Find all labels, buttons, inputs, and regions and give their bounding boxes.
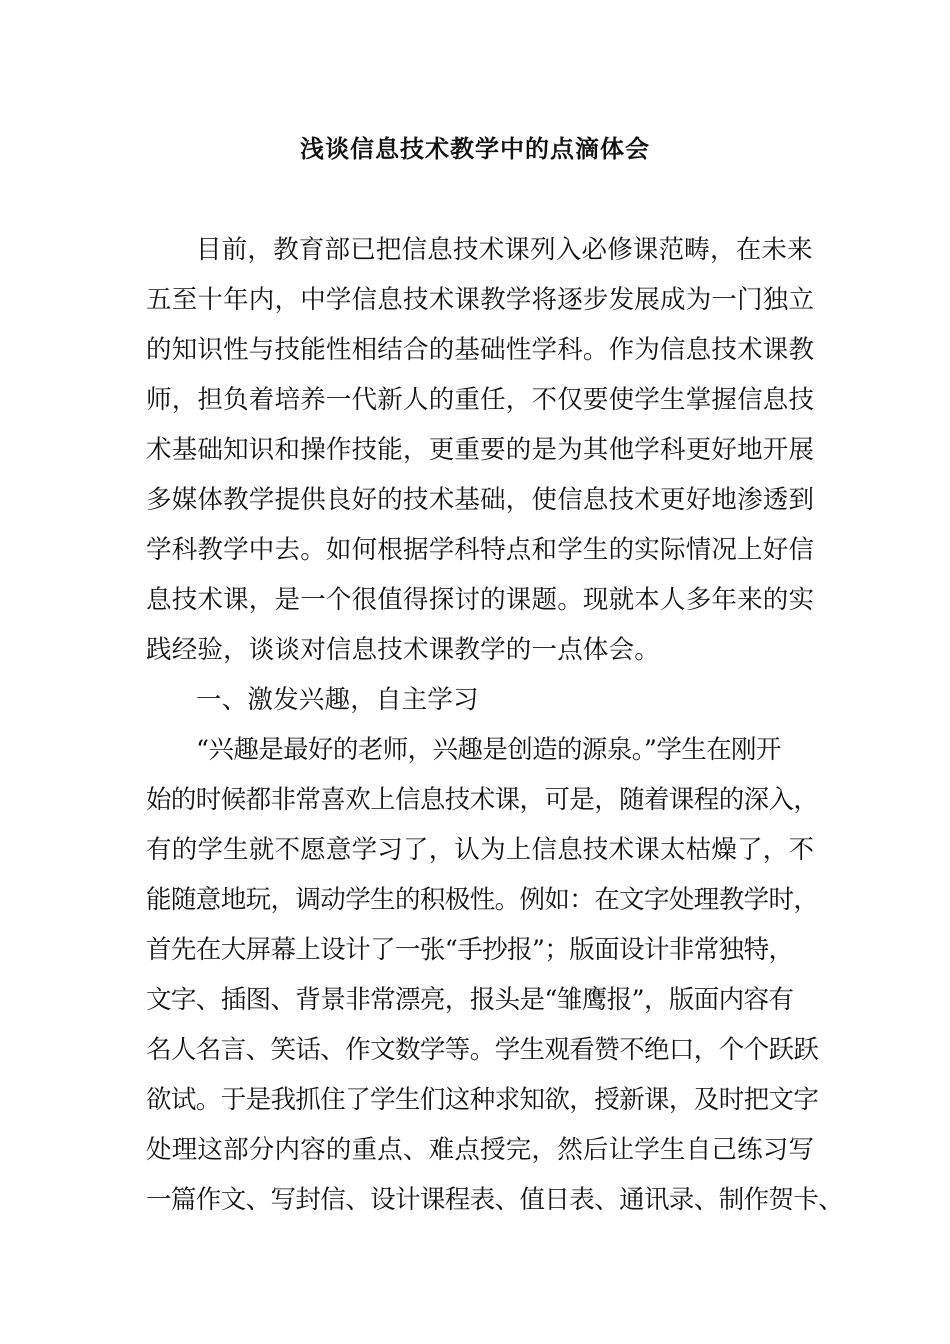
paragraph-line: 五至十年内，中学信息技术课教学将逐步发展成为一门独立: [146, 285, 815, 315]
paragraph-line: 学科教学中去。如何根据学科特点和学生的实际情况上好信: [146, 535, 815, 565]
paragraph-line: 名人名言、笑话、作文数学等。学生观看赞不绝口，个个跃跃: [146, 1035, 819, 1065]
document-title: 浅谈信息技术教学中的点滴体会: [300, 134, 650, 163]
paragraph-line: 欲试。于是我抓住了学生们这种求知欲，授新课，及时把文字: [146, 1085, 819, 1115]
paragraph-line: 文字、插图、背景非常漂亮，报头是“雏鹰报”，版面内容有: [146, 985, 794, 1015]
paragraph-line: 处理这部分内容的重点、难点授完，然后让学生自己练习写: [146, 1135, 815, 1165]
paragraph-line: 的知识性与技能性相结合的基础性学科。作为信息技术课教: [146, 335, 815, 365]
paragraph-line: 始的时候都非常喜欢上信息技术课，可是，随着课程的深入，: [146, 785, 819, 815]
section-heading: 一、激发兴趣，自主学习: [196, 685, 479, 715]
document-body: [146, 230, 844, 1230]
paragraph-line: 有的学生就不愿意学习了，认为上信息技术课太枯燥了，不: [146, 835, 815, 865]
paragraph-line: 师，担负着培养一代新人的重任，不仅要使学生掌握信息技: [146, 385, 815, 415]
paragraph-line: 息技术课，是一个很值得探讨的课题。现就本人多年来的实: [146, 585, 815, 615]
paragraph-line: 首先在大屏幕上设计了一张“手抄报”；版面设计非常独特，: [146, 935, 794, 965]
paragraph-line: 践经验，谈谈对信息技术课教学的一点体会。: [146, 635, 661, 665]
paragraph-line: 多媒体教学提供良好的技术基础，使信息技术更好地渗透到: [146, 485, 815, 515]
paragraph-line: 术基础知识和操作技能，更重要的是为其他学科更好地开展: [146, 435, 815, 465]
paragraph-line: 能随意地玩，调动学生的积极性。例如：在文字处理教学时，: [146, 885, 819, 915]
paragraph-line: “兴趣是最好的老师，兴趣是创造的源泉。”学生在刚开: [196, 735, 781, 765]
paragraph-line: 目前，教育部已把信息技术课列入必修课范畴，在未来: [196, 235, 813, 265]
paragraph-line: 一篇作文、写封信、设计课程表、值日表、通讯录、制作贺卡、: [146, 1185, 844, 1215]
